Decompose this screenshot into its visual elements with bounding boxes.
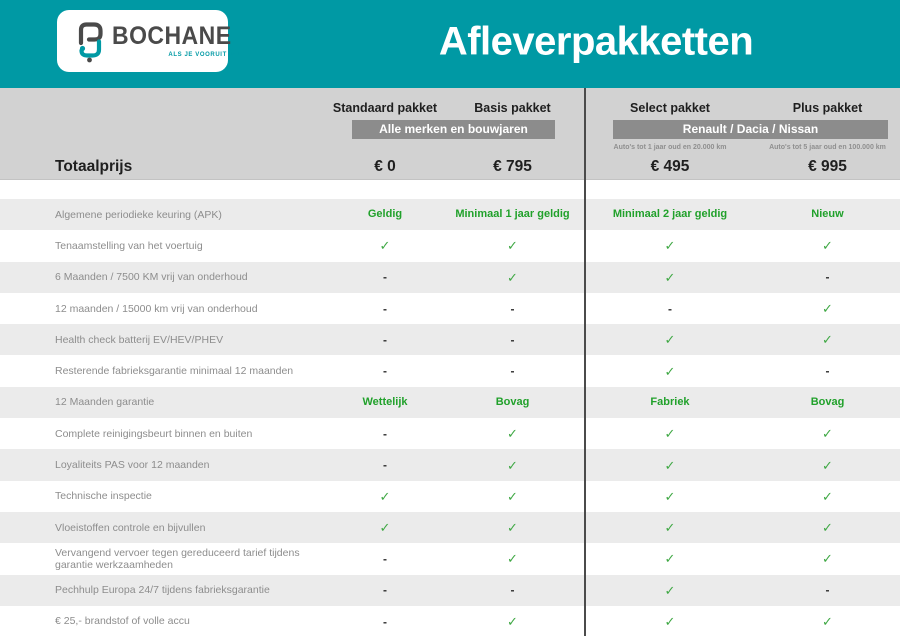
package-column-header: Standaard pakket [332, 100, 438, 115]
feature-label: Pechhulp Europa 24/7 tijdens fabrieksgarantie [55, 584, 270, 597]
row-value: ✓ [507, 238, 518, 254]
feature-label: 6 Maanden / 7500 KM vrij van onderhoud [55, 271, 248, 284]
feature-label: Complete reinigingsbeurt binnen en buiten [55, 427, 253, 440]
row-value: - [383, 364, 387, 379]
row-value: ✓ [507, 551, 518, 567]
row-value: - [825, 583, 830, 598]
row-value: ✓ [664, 520, 676, 536]
row-value: - [510, 301, 515, 316]
row-value: - [383, 614, 387, 629]
table-row [0, 199, 900, 230]
row-value: ✓ [664, 363, 676, 379]
feature-label: Health check batterij EV/HEV/PHEV [55, 333, 224, 346]
row-value: - [825, 270, 830, 285]
row-value: ✓ [664, 269, 676, 285]
table-row [0, 575, 900, 606]
row-value: - [383, 551, 387, 566]
brand-name: BOCHANE [112, 22, 232, 50]
row-value: ✓ [664, 551, 676, 567]
table-row [0, 262, 900, 293]
row-value: ✓ [664, 238, 676, 254]
row-value: ✓ [664, 332, 676, 348]
total-price-row [0, 154, 900, 180]
package-column-header: Plus pakket [792, 100, 863, 115]
table-row [0, 387, 900, 418]
row-value: - [510, 332, 515, 347]
package-subtitles-row [0, 141, 900, 154]
row-value: ✓ [664, 582, 676, 598]
feature-table [0, 199, 900, 636]
feature-label: Vervangend vervoer tegen gereduceerd tarief tijdens garantie werkzaamheden [55, 546, 300, 571]
table-row [0, 293, 900, 324]
package-column-header: Select pakket [630, 100, 710, 115]
feature-label: Technische inspectie [55, 490, 152, 503]
row-value: - [510, 364, 515, 379]
package-column-header: Basis pakket [474, 100, 551, 115]
page-title: Afleverpakketten [438, 19, 754, 64]
row-value: ✓ [664, 426, 676, 442]
table-row [0, 418, 900, 449]
package-names-row [0, 97, 900, 118]
total-price-value: € 795 [493, 158, 532, 175]
row-value: ✓ [822, 238, 833, 254]
row-value: ✓ [379, 488, 391, 504]
row-value: ✓ [822, 332, 833, 348]
package-subtitle: Auto's tot 1 jaar oud en 20.000 km [613, 144, 727, 151]
table-row [0, 324, 900, 355]
row-value: ✓ [822, 488, 833, 504]
row-value: - [510, 583, 515, 598]
table-row [0, 355, 900, 386]
table-header-band [0, 88, 900, 180]
row-value: - [825, 364, 830, 379]
row-value: Bovag [810, 395, 845, 408]
total-price-value: € 495 [650, 158, 690, 175]
package-group-bar: Renault / Dacia / Nissan [613, 120, 888, 139]
row-value: - [383, 301, 387, 316]
row-value: ✓ [822, 301, 833, 317]
row-value: ✓ [822, 520, 833, 536]
row-value: ✓ [507, 614, 518, 629]
row-value: ✓ [822, 551, 833, 567]
brand-logo [57, 10, 242, 72]
table-row [0, 512, 900, 543]
table-row [0, 606, 900, 636]
package-group-bar: Alle merken en bouwjaren [352, 120, 555, 139]
row-value: Minimaal 1 jaar geldig [455, 208, 570, 221]
brand-tagline: ALS JE VOORUIT WIL [168, 52, 242, 58]
total-price-label: Totaalprijs [55, 158, 133, 175]
feature-label: Vloeistoffen controle en bijvullen [55, 521, 206, 534]
feature-label: Loyaliteits PAS voor 12 maanden [55, 458, 210, 471]
page-header [0, 0, 900, 88]
row-value: Minimaal 2 jaar geldig [612, 208, 728, 221]
row-value: ✓ [507, 488, 518, 504]
brand-text [112, 24, 242, 58]
row-value: ✓ [507, 457, 518, 473]
table-row [0, 543, 900, 574]
row-value: ✓ [664, 457, 676, 473]
feature-label: € 25,- brandstof of volle accu [55, 615, 190, 628]
row-value: ✓ [664, 488, 676, 504]
row-value: ✓ [664, 614, 676, 629]
bochane-logo-icon [73, 19, 105, 63]
package-subtitle: Auto's tot 5 jaar oud en 100.000 km [769, 144, 886, 151]
table-row [0, 449, 900, 480]
row-value: - [383, 270, 387, 285]
feature-label: Tenaamstelling van het voertuig [55, 239, 203, 252]
row-value: Geldig [367, 208, 403, 221]
table-row [0, 481, 900, 512]
row-value: ✓ [379, 520, 391, 536]
row-value: ✓ [507, 426, 518, 442]
row-value: ✓ [822, 457, 833, 473]
row-value: - [383, 332, 387, 347]
row-value: - [383, 426, 387, 441]
row-value: Nieuw [811, 208, 844, 221]
package-group-bars-row [0, 120, 900, 139]
row-value: ✓ [507, 520, 518, 536]
feature-label: 12 maanden / 15000 km vrij van onderhoud [55, 302, 258, 315]
row-value: ✓ [379, 238, 391, 254]
table-row [0, 230, 900, 261]
row-value: Fabriek [650, 395, 690, 408]
total-price-value: € 0 [374, 158, 396, 175]
row-value: ✓ [507, 269, 518, 285]
row-value: Wettelijk [362, 395, 408, 408]
feature-label: 12 Maanden garantie [55, 396, 155, 409]
feature-label: Resterende fabrieksgarantie minimaal 12 maanden [55, 365, 294, 378]
column-divider-line [584, 88, 586, 636]
header-rows-gap [0, 180, 900, 199]
row-value: ✓ [822, 614, 833, 629]
row-value: - [383, 458, 387, 473]
row-value: - [383, 583, 387, 598]
total-price-value: € 995 [808, 158, 847, 175]
row-value: Bovag [495, 395, 530, 408]
row-value: ✓ [822, 426, 833, 442]
feature-label: Algemene periodieke keuring (APK) [55, 208, 222, 221]
row-value: - [668, 301, 672, 316]
